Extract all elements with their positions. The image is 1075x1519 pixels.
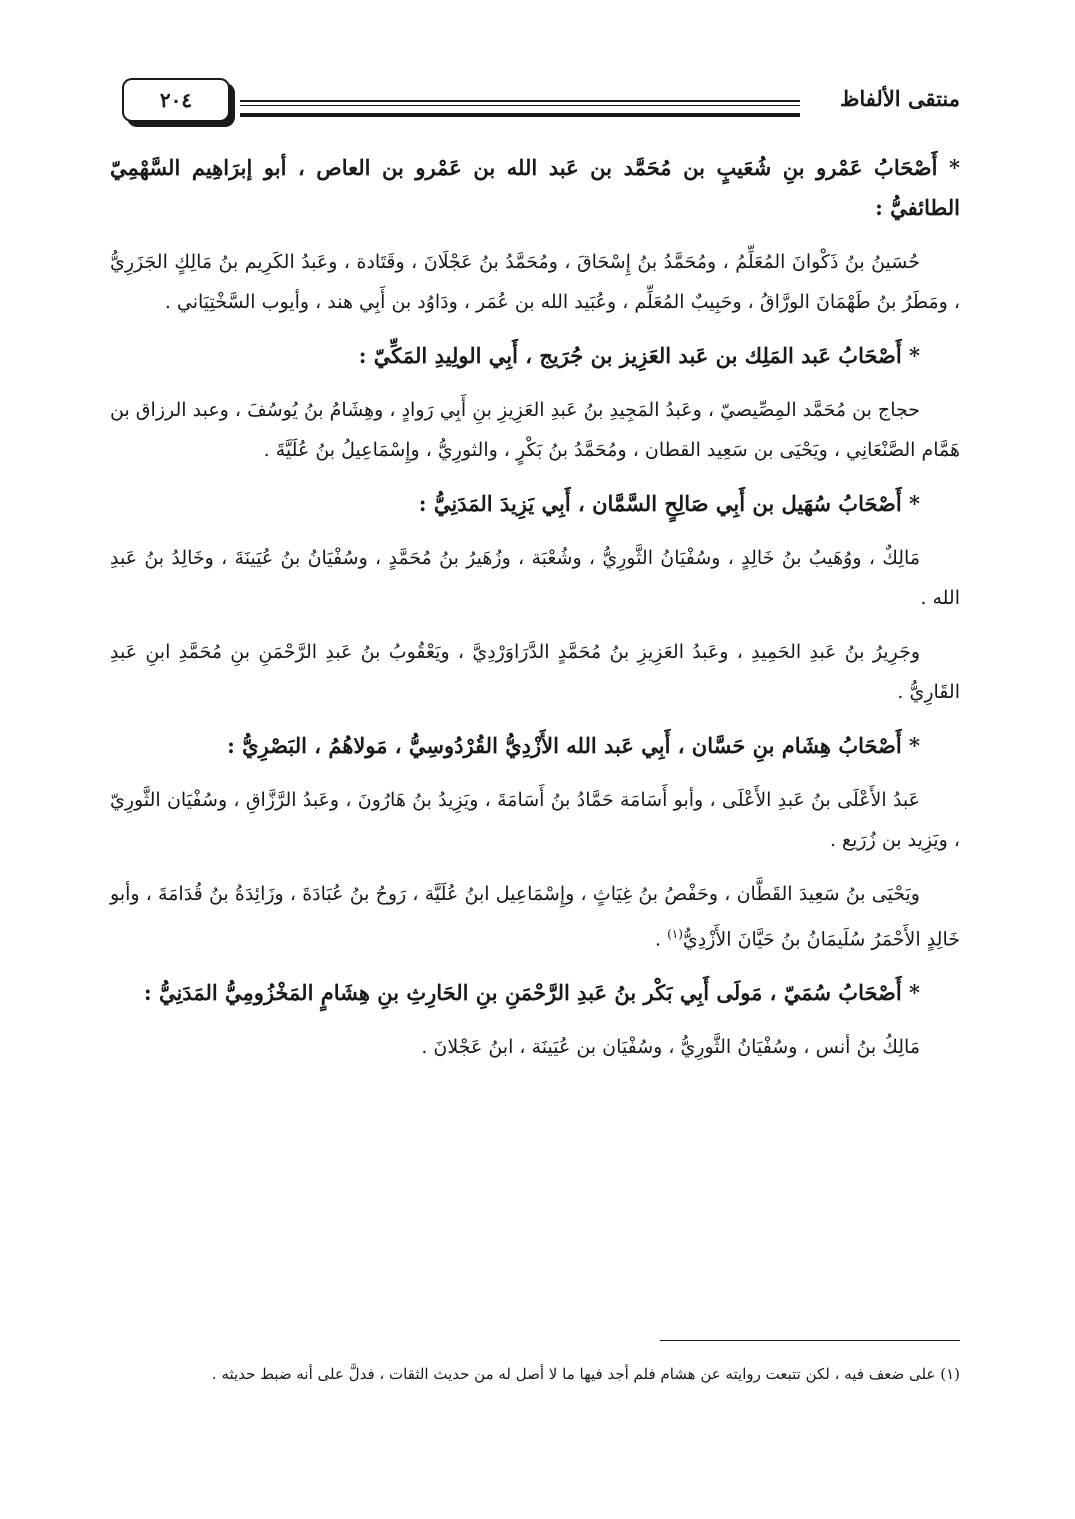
book-page [110, 70, 960, 1470]
header-rule-decoration [240, 100, 800, 117]
paragraph-text: ويَحْيَى بنُ سَعِيدَ القَطَّان ، وحَفْصُ بنُ غِيَاثٍ ، وإِسْمَاعِيل ابنُ عُلَيَّة ، رَوحُ بنُ عُبَادَةَ ، وزَائِدَةُ بنُ قُدَامَةَ ، وأبو خَالِدٍ الأَحْمَرُ سُلَيمَانُ بنُ حَيَّانَ الأَزْدِيُّ [110, 883, 960, 951]
section-paragraph: ويَحْيَى بنُ سَعِيدَ القَطَّان ، وحَفْصُ بنُ غِيَاثٍ ، وإِسْمَاعِيل ابنُ عُلَيَّة ، رَوحُ بنُ عُبَادَةَ ، وزَائِدَةُ بنُ قُدَامَةَ ، وأبو خَالِدٍ الأَحْمَرُ سُلَيمَانُ بنُ حَيَّانَ الأَزْدِيُّ$^{(١)}$ . [110, 883, 960, 951]
section-paragraph: عَبدُ الأَعْلَى بنُ عَبدِ الأَعْلَى ، وأبو أَسَامَة حَمَّادُ بنُ أَسَامَةَ ، ويَزِيدُ بنُ هَارُونَ ، وعَبدُ الرَّزَّاقِ ، وسُفْيَان الثَّورِيّ ، ويَزِيد بن زُرَيع . [110, 789, 960, 851]
page-number-box [122, 78, 230, 122]
footnote-text: (١) على ضعف فيه ، لكن تتبعت روايته عن هشام فلم أجد فيها ما لا أصل له من حديث الثقات ، فدلَّ على أنه ضبط حديثه . [211, 1365, 960, 1383]
section-paragraph: وجَرِيرُ بنُ عَبدِ الحَمِيدِ ، وعَبدُ العَزِيزِ بنُ مُحَمَّدٍ الدَّرَاوَرْدِيَّ ، ويَعْقُوبُ بنُ عَبدِ الرَّحْمَنِ بنِ مُحَمَّدِ ابنِ عَبدِ القَارِيُّ . [110, 641, 960, 703]
page-number: ٢٠٤ [159, 88, 193, 112]
section-heading: * أَصْحَابُ سُهَيل بن أَبِي صَالِحٍ السَّمَّان ، أَبِي يَزِيدَ المَدَنِيُّ : [418, 491, 920, 516]
running-title: منتقى الألفاظ [839, 86, 960, 111]
page-body [110, 148, 960, 1081]
footnote-separator [660, 1340, 960, 1341]
footnote-marker[interactable]: (١) [667, 927, 683, 941]
section-heading: * أَصْحَابُ عَمْرو بنِ شُعَيبٍ بن مُحَمَّد بن عَبد الله بن عَمْرو بن العاص ، أبو إبرَاهِيم السَّهْمِيّ الطائفيُّ : [110, 155, 960, 220]
section-paragraph: حجاج بن مُحَمَّد المِصِّيصيّ ، وعَبدُ المَجِيدِ بنُ عَبدِ العَزِيزِ بنِ أَبِي رَوادٍ ، وهِشَامُ بنُ يُوسُفَ ، وعبد الرزاق بن هَمَّام الصَّنْعَانِي ، ويَحْيَى بن سَعِيد القطان ، ومُحَمَّدُ بنُ بَكْرٍ ، والثورِيُّ ، وإِسْمَاعِيلُ بنُ عُلَيَّةَ . [110, 399, 960, 461]
section-paragraph: حُسَينُ بنُ ذَكْوانَ المُعَلِّمُ ، ومُحَمَّدُ بنُ إِسْحَاقَ ، ومُحَمَّدُ بنُ عَجْلَانَ ، وقَتَادة ، وعَبدُ الكَرِيم بنُ مَالِكٍ الجَزَرِيُّ ، ومَطَرُ بنُ طَهْمَانَ الورَّاقُ ، وحَبِيبٌ المُعَلِّم ، وعُبَيد الله بن عُمَر ، ودَاوُد بن أَبِي هند ، وأيوب السَّخْتِيَاني . [110, 251, 960, 313]
section-paragraph: مَالِكُ بنُ أنس ، وسُفْيَانُ الثَّورِيُّ ، وسُفْيَان بن عُيَينَة ، ابنُ عَجْلانَ . [421, 1036, 920, 1059]
section-heading: * أَصْحَابُ سُمَيّ ، مَولَى أَبِي بَكْر بنُ عَبدِ الرَّحْمَنِ بنِ الحَارِثِ بنِ هِشَامٍ المَخْزُومِيُّ المَدَنِيُّ : [143, 980, 920, 1006]
section-heading: * أَصْحَابُ هِشَام بنِ حَسَّان ، أَبِي عَبد الله الأَزْدِيُّ القُرْدُوسِيُّ ، مَولاهُمُ ، البَصْرِيُّ : [227, 733, 920, 758]
section-paragraph: مَالِكٌ ، ووُهَيبُ بنُ خَالِدٍ ، وسُفْيَانُ الثَّورِيُّ ، وشُعْبَة ، وزُهَيرُ بنُ مُحَمَّدٍ ، وسُفْيَانُ بنُ عُيَينَةَ ، وخَالِدُ بنُ عَبدِ الله . [110, 547, 960, 609]
section-heading: * أَصْحَابُ عَبد المَلِك بن عَبد العَزِيز بن جُرَيج ، أَبِي الولِيدِ المَكِّيّ : [358, 343, 920, 368]
page-header [110, 70, 960, 140]
